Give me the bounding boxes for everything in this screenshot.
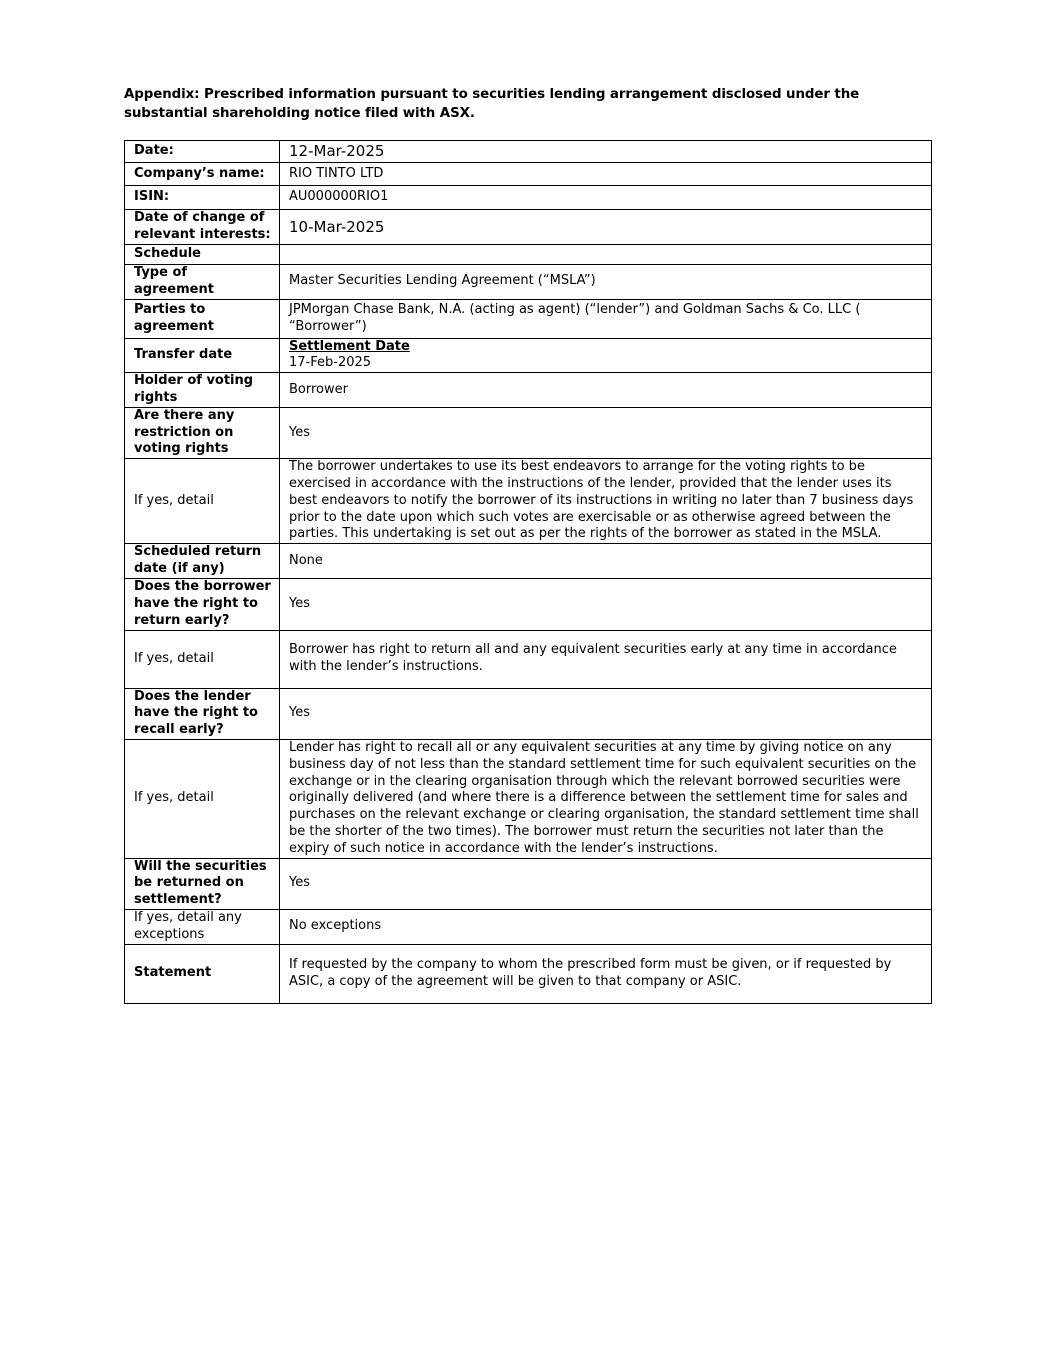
row-value-company: RIO TINTO LTD	[280, 163, 932, 186]
row-label-date: Date:	[125, 141, 280, 163]
appendix-heading: Appendix: Prescribed information pursuant to securities lending arrangement disclosed under the substantial shareholding notice filed with ASX.	[124, 87, 860, 121]
table-row	[125, 186, 932, 210]
table-row	[125, 265, 932, 300]
row-label-voting-restriction: Are there any restriction on voting rights	[125, 407, 280, 458]
table-row	[125, 909, 932, 944]
table-row	[125, 544, 932, 579]
row-value-borrower-detail: Borrower has right to return all and any equivalent securities early at any time in accordance with the lender’s instructions.	[280, 630, 932, 688]
row-value-voting-detail: The borrower undertakes to use its best endeavors to arrange for the voting rights to be exercised in accordance with the instructions of the lender, provided that the lender uses its best endeavors to notify the borrower of its instructions in writing no later than 7 business days prior to the date upon which such votes are exercisable or as otherwise agreed between the parties. This undertaking is set out as per the rights of the borrower as stated in the MSLA.	[280, 459, 932, 544]
row-label-statement: Statement	[125, 944, 280, 1003]
row-label-agreement-type: Type of agreement	[125, 265, 280, 300]
table-row	[125, 630, 932, 688]
table-row	[125, 739, 932, 858]
table-row	[125, 210, 932, 245]
table-row	[125, 245, 932, 265]
row-value-voting-holder: Borrower	[280, 373, 932, 408]
row-value-transfer	[280, 338, 932, 373]
table-row	[125, 338, 932, 373]
row-label-voting-detail: If yes, detail	[125, 459, 280, 544]
row-label-lender-detail: If yes, detail	[125, 739, 280, 858]
row-value-exceptions: No exceptions	[280, 909, 932, 944]
row-label-company: Company’s name:	[125, 163, 280, 186]
row-label-borrower-detail: If yes, detail	[125, 630, 280, 688]
row-value-isin: AU000000RIO1	[280, 186, 932, 210]
row-label-voting-holder: Holder of voting rights	[125, 373, 280, 408]
row-value-return-date: None	[280, 544, 932, 579]
row-label-return-date: Scheduled return date (if any)	[125, 544, 280, 579]
settlement-date-title: Settlement Date	[289, 338, 410, 354]
row-value-returned-settlement: Yes	[280, 858, 932, 909]
row-label-borrower-early: Does the borrower have the right to return early?	[125, 579, 280, 630]
row-label-parties: Parties to agreement	[125, 299, 280, 338]
settlement-date-value: 17-Feb-2025	[289, 355, 372, 371]
table-row	[125, 299, 932, 338]
lending-info-table	[124, 140, 932, 1004]
row-label-exceptions: If yes, detail any exceptions	[125, 909, 280, 944]
row-label-change-date: Date of change of relevant interests:	[125, 210, 280, 245]
table-row	[125, 944, 932, 1003]
row-value-parties: JPMorgan Chase Bank, N.A. (acting as agent) (“lender”) and Goldman Sachs & Co. LLC ( “Borrower”)	[280, 299, 932, 338]
row-value-voting-restriction: Yes	[280, 407, 932, 458]
table-row	[125, 579, 932, 630]
table-row	[125, 407, 932, 458]
row-value-borrower-early: Yes	[280, 579, 932, 630]
row-label-transfer: Transfer date	[125, 338, 280, 373]
table-row	[125, 163, 932, 186]
row-label-returned-settlement: Will the securities be returned on settlement?	[125, 858, 280, 909]
row-value-change-date: 10-Mar-2025	[280, 210, 932, 245]
row-value-statement: If requested by the company to whom the prescribed form must be given, or if requested by ASIC, a copy of the agreement will be given to that company or ASIC.	[280, 944, 932, 1003]
row-label-lender-recall: Does the lender have the right to recall early?	[125, 688, 280, 739]
table-row	[125, 459, 932, 544]
row-value-lender-detail: Lender has right to recall all or any equivalent securities at any time by giving notice on any business day of not less than the standard settlement time for such equivalent securities on the exchange or in the clearing organisation through which the relevant borrowed securities were originally delivered (and where there is a difference between the settlement time for sales and purchases on the relevant exchange or clearing organisation, the standard settlement time shall be the shorter of the two times). The borrower must return the securities not later than the expiry of such notice in accordance with the lender’s instructions.	[280, 739, 932, 858]
table-row	[125, 141, 932, 163]
table-row	[125, 373, 932, 408]
row-value-schedule	[280, 245, 932, 265]
row-value-date: 12-Mar-2025	[280, 141, 932, 163]
table-row	[125, 858, 932, 909]
row-label-isin: ISIN:	[125, 186, 280, 210]
row-value-lender-recall: Yes	[280, 688, 932, 739]
row-label-schedule: Schedule	[125, 245, 280, 265]
row-value-agreement-type: Master Securities Lending Agreement (“MSLA”)	[280, 265, 932, 300]
table-row	[125, 688, 932, 739]
